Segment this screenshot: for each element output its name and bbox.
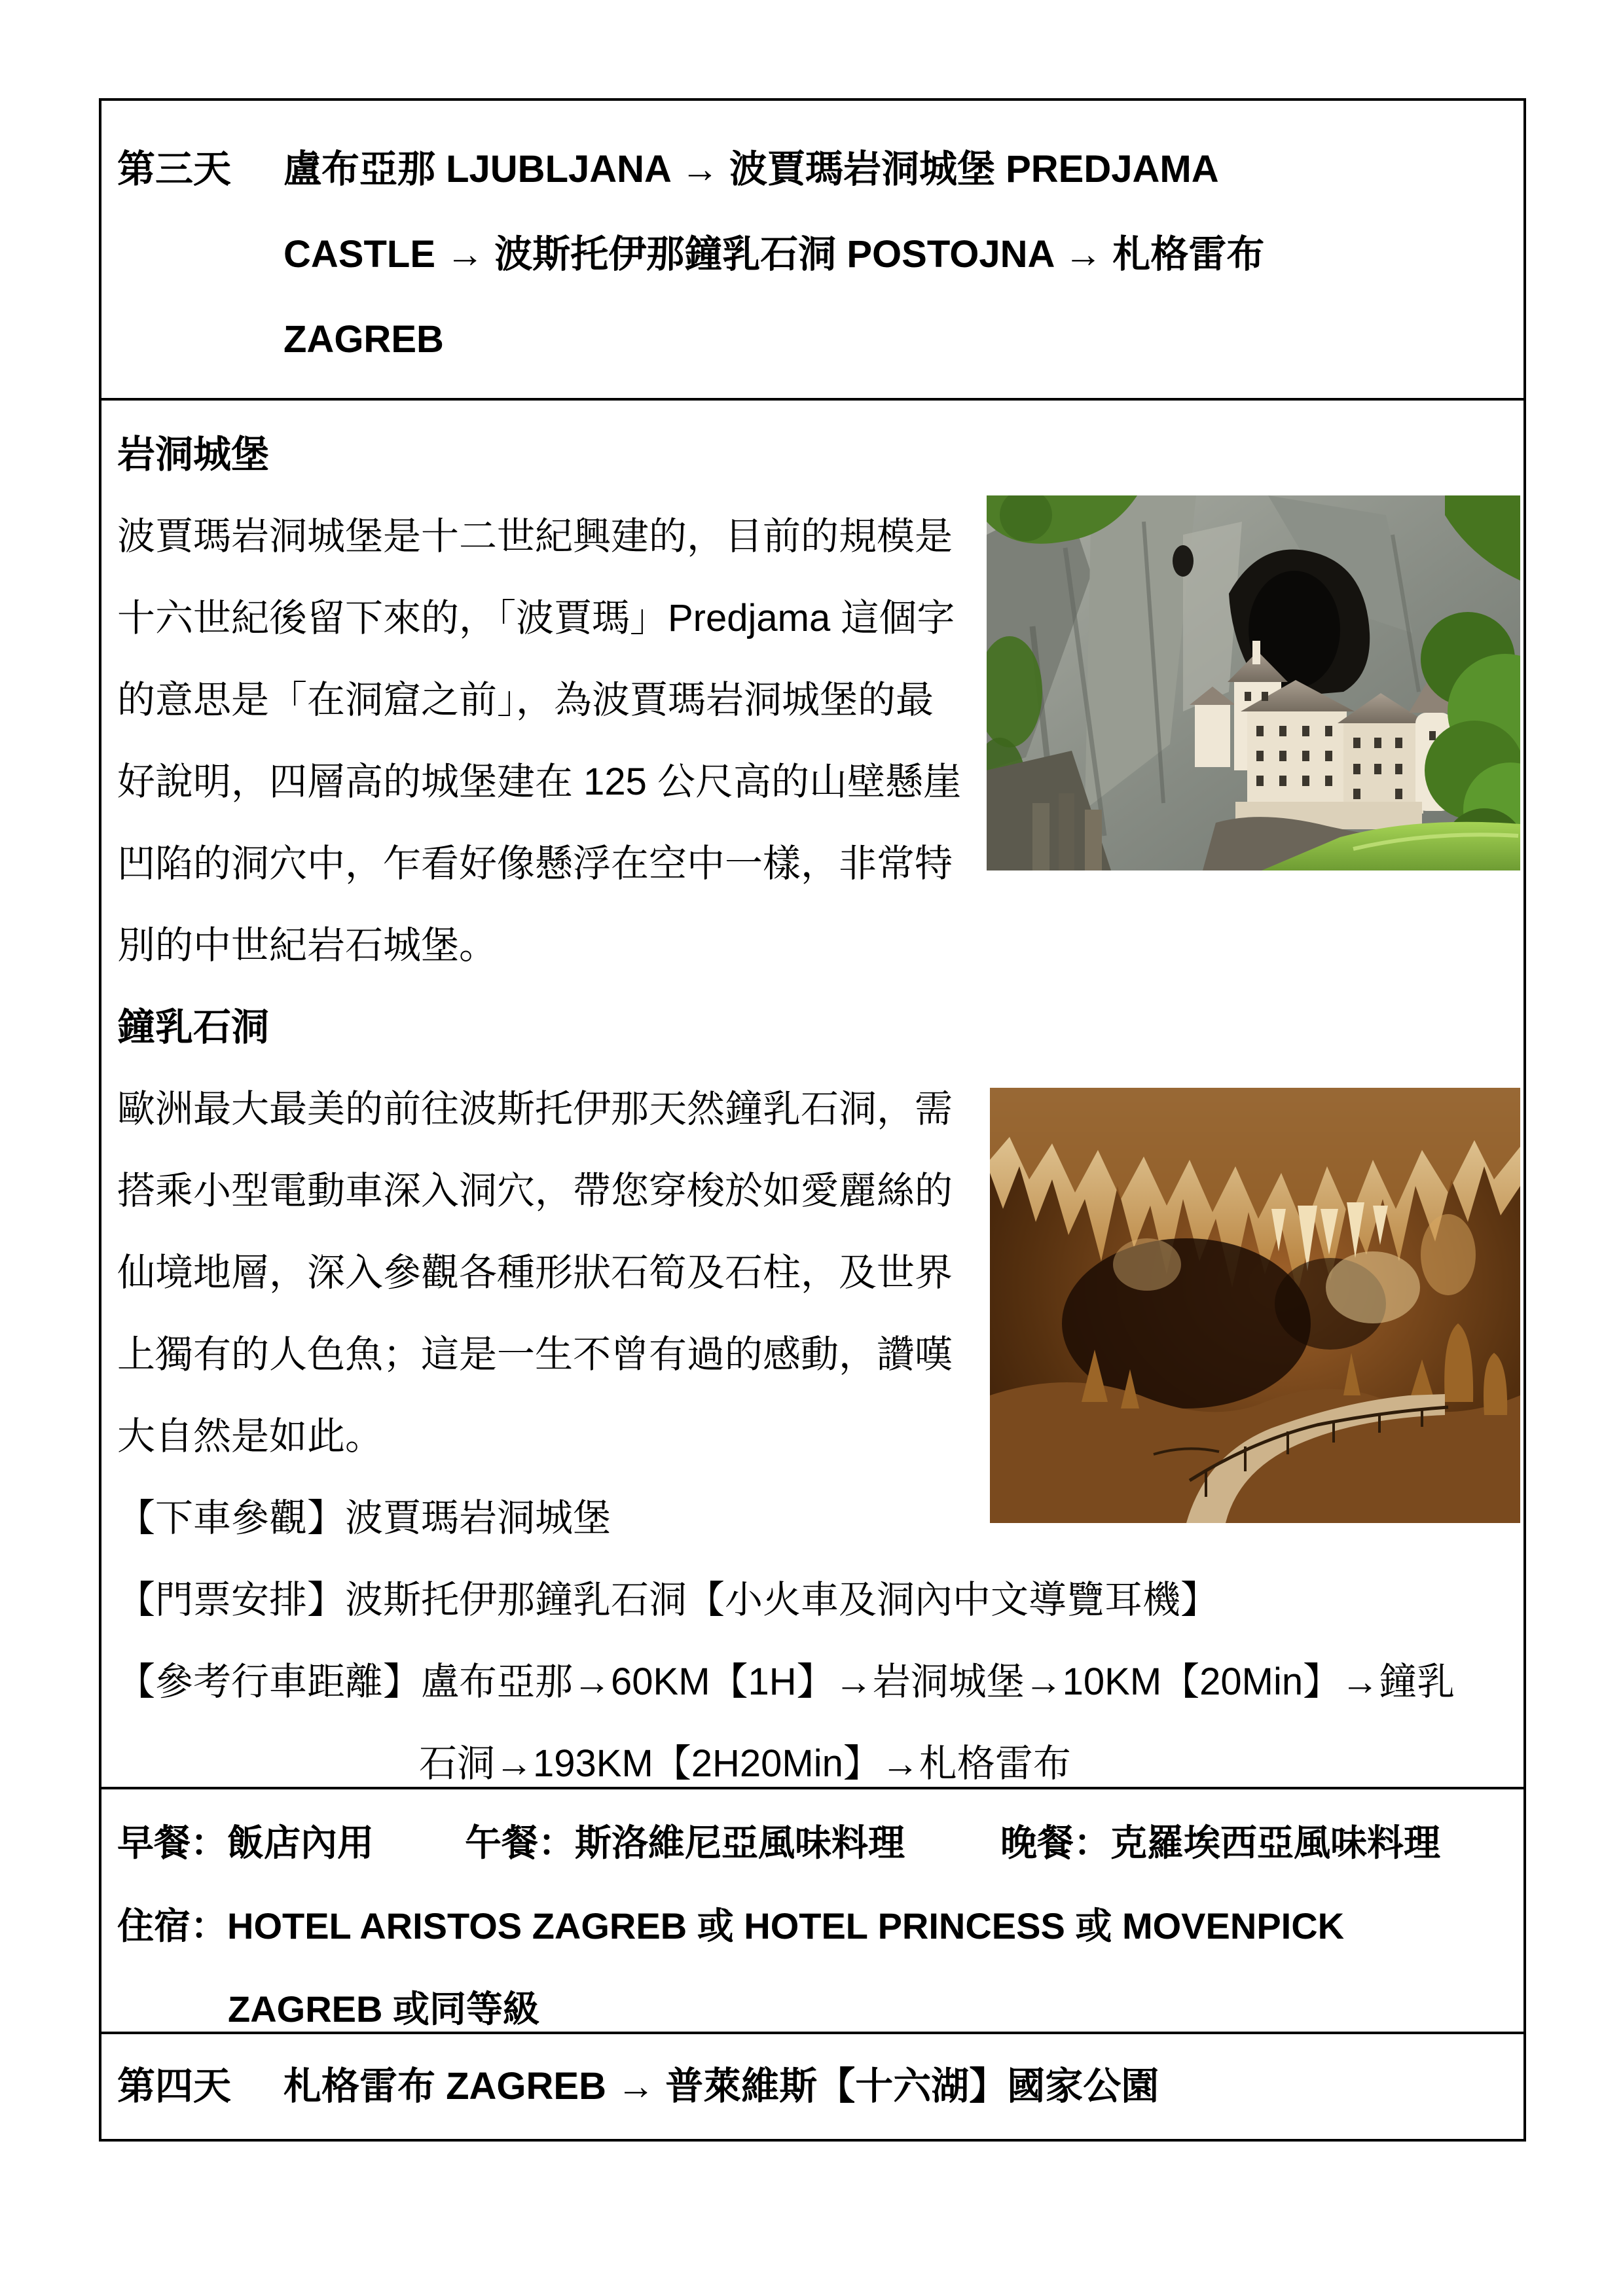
paragraph-line: 大自然是如此。	[117, 1415, 384, 1458]
itinerary-table	[99, 98, 1526, 2142]
lunch-label: 午餐：斯洛維尼亞風味料理	[465, 1822, 905, 1863]
meals-line	[117, 1801, 1523, 1884]
predjama-castle-photo	[987, 495, 1520, 870]
day4-header-row	[101, 2032, 1523, 2139]
note-distance-line1: 【參考行車距離】盧布亞那→60KM【1H】→岩洞城堡→10KM【20Min】→鐘乳	[117, 1660, 1455, 1703]
note-distance-line2: 石洞→193KM【2H20Min】→札格雷布	[419, 1742, 1071, 1785]
hotel-line2: ZAGREB 或同等級	[228, 1988, 539, 2030]
small-cave-hole	[1173, 545, 1194, 577]
day4-route: 札格雷布 ZAGREB → 普萊維斯【十六湖】國家公園	[283, 2065, 1159, 2108]
paragraph-line: 別的中世紀岩石城堡。	[117, 924, 498, 967]
day4-label: 第四天	[117, 2065, 232, 2108]
paragraph-line: 上獨有的人色魚；這是一生不曾有過的感動，讚嘆	[117, 1333, 953, 1376]
day4-title-line	[117, 2034, 1523, 2139]
postojna-cave-photo	[990, 1088, 1520, 1523]
paragraph-line: 搭乘小型電動車深入洞穴，帶您穿梭於如愛麗絲的	[117, 1170, 953, 1212]
paragraph-line: 歐洲最大最美的前往波斯托伊那天然鐘乳石洞，需	[117, 1088, 953, 1130]
breakfast-label: 早餐：飯店內用	[117, 1822, 374, 1863]
note-tickets: 【門票安排】波斯托伊那鐘乳石洞【小火車及洞內中文導覽耳機】	[117, 1579, 1219, 1621]
paragraph-line: 十六世紀後留下來的，「波賈瑪」Predjama 這個字	[117, 597, 955, 639]
paragraph-line: 好說明，四層高的城堡建在 125 公尺高的山壁懸崖	[117, 761, 962, 803]
day3-route-line3: ZAGREB	[283, 318, 444, 361]
paragraph-line: 的意思是「在洞窟之前」，為波賈瑪岩洞城堡的最	[117, 679, 934, 721]
paragraph-line: 波賈瑪岩洞城堡是十二世紀興建的，目前的規模是	[117, 515, 953, 558]
day3-label: 第三天	[117, 148, 232, 190]
day3-title-line1	[117, 127, 1523, 212]
note-sightseeing: 【下車參觀】波賈瑪岩洞城堡	[117, 1497, 611, 1539]
day3-route-line1: 盧布亞那 LJUBLJANA → 波賈瑪岩洞城堡 PREDJAMA	[283, 148, 1219, 190]
dinner-label: 晚餐：克羅埃西亞風味料理	[1000, 1822, 1440, 1863]
hotel-line1: 住宿：HOTEL ARISTOS ZAGREB 或 HOTEL PRINCESS 或 MOVENPICK	[117, 1905, 1345, 1946]
light-glow	[1326, 1251, 1420, 1323]
paragraph-line: 凹陷的洞穴中，乍看好像懸浮在空中一樣，非常特	[117, 842, 953, 885]
meals-hotel-row	[101, 1787, 1523, 2032]
postojna-cave-illustration	[990, 1088, 1520, 1523]
day3-content-row	[101, 398, 1523, 1787]
section1-heading: 岩洞城堡	[117, 433, 270, 476]
day3-header-row	[101, 101, 1523, 398]
paragraph-line: 仙境地層，深入參觀各種形狀石筍及石柱，及世界	[117, 1251, 953, 1294]
predjama-castle-illustration	[987, 495, 1520, 870]
day3-route-line2: CASTLE → 波斯托伊那鐘乳石洞 POSTOJNA → 札格雷布	[283, 233, 1265, 276]
section2-heading: 鐘乳石洞	[117, 1006, 270, 1049]
